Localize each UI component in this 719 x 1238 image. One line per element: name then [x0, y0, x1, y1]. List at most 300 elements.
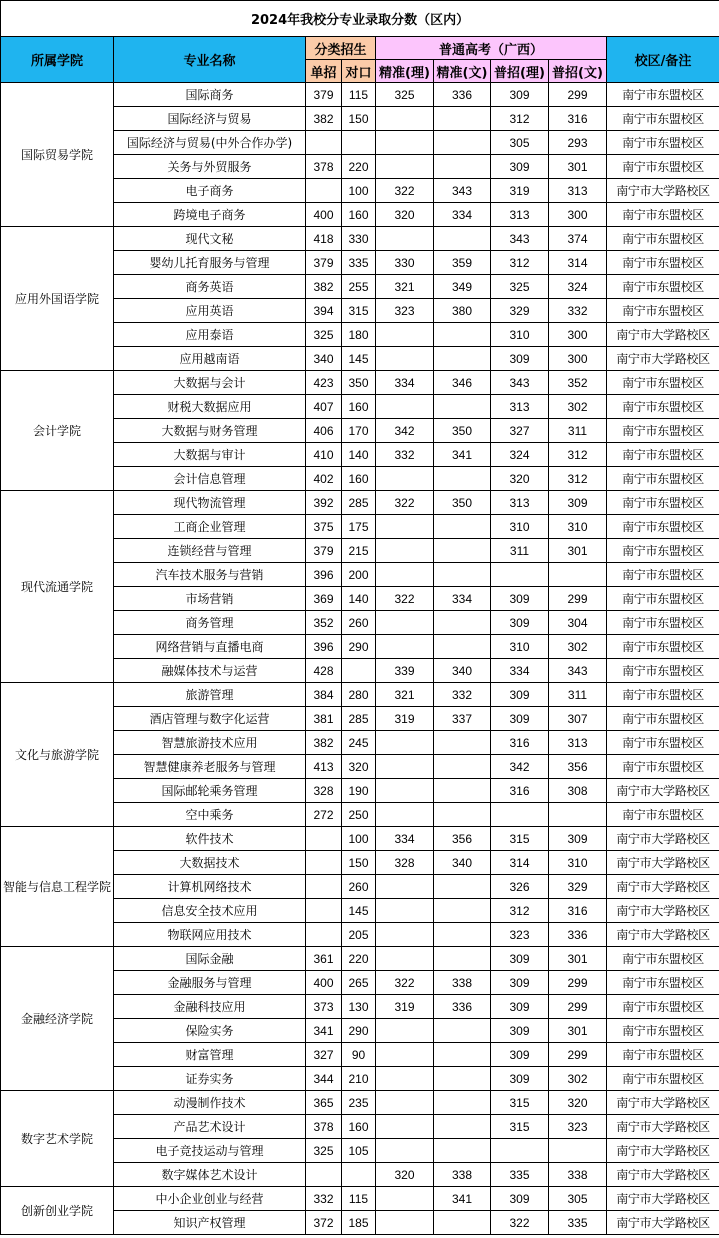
score-puzhao-wen	[549, 803, 607, 827]
score-jingzhun-li: 320	[376, 203, 434, 227]
score-puzhao-wen: 311	[549, 683, 607, 707]
score-puzhao-wen: 302	[549, 1067, 607, 1091]
campus-cell: 南宁市东盟校区	[607, 1019, 719, 1043]
score-puzhao-li: 315	[491, 1115, 549, 1139]
score-danzhao	[306, 827, 342, 851]
major-cell: 国际经济与贸易	[114, 107, 306, 131]
score-danzhao: 341	[306, 1019, 342, 1043]
score-puzhao-li: 324	[491, 443, 549, 467]
score-jingzhun-wen: 337	[434, 707, 491, 731]
table-row	[1, 1187, 719, 1211]
score-puzhao-wen: 312	[549, 467, 607, 491]
score-jingzhun-li	[376, 395, 434, 419]
campus-cell: 南宁市东盟校区	[607, 419, 719, 443]
score-jingzhun-li	[376, 731, 434, 755]
score-jingzhun-wen	[434, 1211, 491, 1235]
major-cell: 物联网应用技术	[114, 923, 306, 947]
score-puzhao-li: 320	[491, 467, 549, 491]
score-puzhao-li: 313	[491, 203, 549, 227]
score-danzhao: 379	[306, 539, 342, 563]
campus-cell: 南宁市东盟校区	[607, 83, 719, 107]
score-jingzhun-wen	[434, 779, 491, 803]
score-puzhao-li: 312	[491, 899, 549, 923]
score-danzhao: 428	[306, 659, 342, 683]
score-puzhao-wen: 304	[549, 611, 607, 635]
major-cell: 关务与外贸服务	[114, 155, 306, 179]
major-cell: 金融科技应用	[114, 995, 306, 1019]
major-cell: 数字媒体艺术设计	[114, 1163, 306, 1187]
campus-cell: 南宁市东盟校区	[607, 395, 719, 419]
college-cell: 现代流通学院	[1, 491, 114, 683]
score-danzhao: 382	[306, 107, 342, 131]
score-danzhao: 396	[306, 563, 342, 587]
score-jingzhun-wen	[434, 635, 491, 659]
score-jingzhun-li	[376, 347, 434, 371]
campus-cell: 南宁市东盟校区	[607, 131, 719, 155]
score-jingzhun-wen	[434, 611, 491, 635]
campus-cell: 南宁市东盟校区	[607, 251, 719, 275]
header-danzhao: 单招	[306, 60, 342, 83]
campus-cell: 南宁市大学路校区	[607, 899, 719, 923]
score-danzhao: 400	[306, 971, 342, 995]
table-row	[1, 827, 719, 851]
major-cell: 应用越南语	[114, 347, 306, 371]
major-cell: 旅游管理	[114, 683, 306, 707]
score-jingzhun-wen: 356	[434, 827, 491, 851]
score-puzhao-wen	[549, 563, 607, 587]
score-danzhao: 379	[306, 251, 342, 275]
major-cell: 连锁经营与管理	[114, 539, 306, 563]
score-danzhao: 410	[306, 443, 342, 467]
campus-cell: 南宁市大学路校区	[607, 179, 719, 203]
campus-cell: 南宁市大学路校区	[607, 1091, 719, 1115]
major-cell: 大数据与财务管理	[114, 419, 306, 443]
score-duikou: 105	[342, 1139, 376, 1163]
score-jingzhun-li	[376, 323, 434, 347]
score-danzhao: 325	[306, 1139, 342, 1163]
score-jingzhun-wen: 334	[434, 587, 491, 611]
major-cell: 现代物流管理	[114, 491, 306, 515]
score-puzhao-li: 312	[491, 107, 549, 131]
score-puzhao-li: 315	[491, 827, 549, 851]
score-jingzhun-wen	[434, 1115, 491, 1139]
score-puzhao-wen: 308	[549, 779, 607, 803]
score-jingzhun-li: 320	[376, 1163, 434, 1187]
campus-cell: 南宁市东盟校区	[607, 491, 719, 515]
header-group-classified: 分类招生	[306, 37, 376, 60]
score-danzhao: 392	[306, 491, 342, 515]
score-puzhao-li: 323	[491, 923, 549, 947]
score-jingzhun-li	[376, 1043, 434, 1067]
score-danzhao: 369	[306, 587, 342, 611]
score-duikou: 140	[342, 443, 376, 467]
major-cell: 智慧健康养老服务与管理	[114, 755, 306, 779]
header-jingzhun-wen: 精准(文)	[434, 60, 491, 83]
score-jingzhun-wen	[434, 1043, 491, 1067]
score-danzhao	[306, 899, 342, 923]
score-jingzhun-wen: 332	[434, 683, 491, 707]
campus-cell: 南宁市东盟校区	[607, 611, 719, 635]
score-puzhao-wen: 300	[549, 203, 607, 227]
header-campus: 校区/备注	[607, 37, 719, 83]
score-jingzhun-li	[376, 1019, 434, 1043]
score-jingzhun-wen	[434, 755, 491, 779]
table-row	[1, 227, 719, 251]
score-jingzhun-li	[376, 875, 434, 899]
score-duikou: 330	[342, 227, 376, 251]
score-duikou: 180	[342, 323, 376, 347]
campus-cell: 南宁市东盟校区	[607, 299, 719, 323]
college-cell: 数字艺术学院	[1, 1091, 114, 1187]
score-puzhao-wen: 305	[549, 1187, 607, 1211]
score-puzhao-li: 309	[491, 683, 549, 707]
score-puzhao-wen: 310	[549, 851, 607, 875]
score-puzhao-li: 343	[491, 371, 549, 395]
score-jingzhun-wen: 380	[434, 299, 491, 323]
campus-cell: 南宁市东盟校区	[607, 1067, 719, 1091]
score-puzhao-wen: 299	[549, 587, 607, 611]
score-duikou: 190	[342, 779, 376, 803]
score-puzhao-wen: 299	[549, 1043, 607, 1067]
score-jingzhun-li	[376, 923, 434, 947]
score-danzhao: 382	[306, 275, 342, 299]
campus-cell: 南宁市东盟校区	[607, 803, 719, 827]
score-jingzhun-wen	[434, 539, 491, 563]
score-jingzhun-wen	[434, 1091, 491, 1115]
score-duikou: 145	[342, 899, 376, 923]
score-duikou: 160	[342, 467, 376, 491]
score-puzhao-wen: 293	[549, 131, 607, 155]
score-puzhao-wen: 352	[549, 371, 607, 395]
score-jingzhun-wen	[434, 227, 491, 251]
score-jingzhun-wen: 346	[434, 371, 491, 395]
campus-cell: 南宁市大学路校区	[607, 779, 719, 803]
score-danzhao	[306, 851, 342, 875]
score-puzhao-li: 310	[491, 515, 549, 539]
score-danzhao	[306, 1163, 342, 1187]
score-jingzhun-li	[376, 515, 434, 539]
score-danzhao: 378	[306, 1115, 342, 1139]
campus-cell: 南宁市东盟校区	[607, 947, 719, 971]
score-jingzhun-wen: 349	[434, 275, 491, 299]
score-puzhao-wen: 299	[549, 971, 607, 995]
score-puzhao-li: 309	[491, 587, 549, 611]
score-jingzhun-wen	[434, 155, 491, 179]
score-puzhao-li: 309	[491, 995, 549, 1019]
score-jingzhun-li	[376, 1115, 434, 1139]
score-puzhao-wen: 300	[549, 347, 607, 371]
score-danzhao: 402	[306, 467, 342, 491]
score-danzhao: 394	[306, 299, 342, 323]
score-jingzhun-wen	[434, 1139, 491, 1163]
major-cell: 网络营销与直播电商	[114, 635, 306, 659]
score-danzhao: 378	[306, 155, 342, 179]
score-danzhao: 328	[306, 779, 342, 803]
score-duikou: 175	[342, 515, 376, 539]
table-row	[1, 83, 719, 107]
score-puzhao-li: 310	[491, 323, 549, 347]
score-jingzhun-wen	[434, 323, 491, 347]
campus-cell: 南宁市东盟校区	[607, 659, 719, 683]
score-jingzhun-li: 334	[376, 827, 434, 851]
score-jingzhun-wen	[434, 515, 491, 539]
score-puzhao-wen: 356	[549, 755, 607, 779]
score-jingzhun-wen	[434, 395, 491, 419]
major-cell: 跨境电子商务	[114, 203, 306, 227]
score-puzhao-wen: 332	[549, 299, 607, 323]
score-duikou: 150	[342, 107, 376, 131]
score-jingzhun-li: 319	[376, 995, 434, 1019]
score-jingzhun-li	[376, 635, 434, 659]
score-puzhao-wen: 307	[549, 707, 607, 731]
score-puzhao-li: 309	[491, 155, 549, 179]
major-cell: 软件技术	[114, 827, 306, 851]
score-duikou: 170	[342, 419, 376, 443]
score-puzhao-wen: 310	[549, 515, 607, 539]
score-duikou: 150	[342, 851, 376, 875]
score-danzhao: 375	[306, 515, 342, 539]
campus-cell: 南宁市大学路校区	[607, 1187, 719, 1211]
score-danzhao: 340	[306, 347, 342, 371]
score-puzhao-li: 319	[491, 179, 549, 203]
table-row	[1, 1091, 719, 1115]
score-puzhao-wen: 313	[549, 179, 607, 203]
score-puzhao-wen: 338	[549, 1163, 607, 1187]
score-puzhao-li	[491, 563, 549, 587]
campus-cell: 南宁市东盟校区	[607, 1043, 719, 1067]
score-duikou: 315	[342, 299, 376, 323]
major-cell: 现代文秘	[114, 227, 306, 251]
score-puzhao-li: 329	[491, 299, 549, 323]
score-puzhao-wen: 301	[549, 539, 607, 563]
score-puzhao-wen: 314	[549, 251, 607, 275]
score-danzhao: 332	[306, 1187, 342, 1211]
score-puzhao-li: 309	[491, 83, 549, 107]
score-duikou: 130	[342, 995, 376, 1019]
table-row	[1, 371, 719, 395]
college-cell: 应用外国语学院	[1, 227, 114, 371]
score-jingzhun-wen: 340	[434, 851, 491, 875]
score-puzhao-li: 309	[491, 1187, 549, 1211]
score-jingzhun-wen: 350	[434, 491, 491, 515]
campus-cell: 南宁市大学路校区	[607, 827, 719, 851]
score-danzhao: 382	[306, 731, 342, 755]
score-puzhao-li: 325	[491, 275, 549, 299]
score-duikou: 285	[342, 491, 376, 515]
score-puzhao-li: 334	[491, 659, 549, 683]
score-puzhao-li: 313	[491, 395, 549, 419]
score-duikou: 290	[342, 1019, 376, 1043]
score-jingzhun-wen: 338	[434, 971, 491, 995]
college-cell: 金融经济学院	[1, 947, 114, 1091]
score-puzhao-li: 322	[491, 1211, 549, 1235]
campus-cell: 南宁市东盟校区	[607, 443, 719, 467]
score-jingzhun-wen	[434, 875, 491, 899]
score-danzhao	[306, 875, 342, 899]
score-danzhao: 365	[306, 1091, 342, 1115]
score-puzhao-wen: 343	[549, 659, 607, 683]
major-cell: 国际邮轮乘务管理	[114, 779, 306, 803]
score-jingzhun-li: 321	[376, 275, 434, 299]
score-duikou: 115	[342, 83, 376, 107]
major-cell: 电子商务	[114, 179, 306, 203]
table-row	[1, 947, 719, 971]
score-danzhao: 407	[306, 395, 342, 419]
header-puzhao-wen: 普招(文)	[549, 60, 607, 83]
score-jingzhun-li	[376, 227, 434, 251]
major-cell: 国际商务	[114, 83, 306, 107]
score-jingzhun-li	[376, 755, 434, 779]
major-cell: 财税大数据应用	[114, 395, 306, 419]
score-danzhao: 396	[306, 635, 342, 659]
campus-cell: 南宁市东盟校区	[607, 275, 719, 299]
score-danzhao: 325	[306, 323, 342, 347]
score-puzhao-wen: 329	[549, 875, 607, 899]
score-puzhao-wen: 299	[549, 83, 607, 107]
campus-cell: 南宁市大学路校区	[607, 1163, 719, 1187]
score-duikou: 335	[342, 251, 376, 275]
campus-cell: 南宁市东盟校区	[607, 371, 719, 395]
score-puzhao-wen: 309	[549, 491, 607, 515]
score-jingzhun-li: 322	[376, 971, 434, 995]
score-duikou: 100	[342, 827, 376, 851]
score-danzhao	[306, 179, 342, 203]
score-puzhao-li: 309	[491, 947, 549, 971]
score-jingzhun-wen: 341	[434, 1187, 491, 1211]
campus-cell: 南宁市大学路校区	[607, 1139, 719, 1163]
header-college: 所属学院	[1, 37, 114, 83]
header-jingzhun-li: 精准(理)	[376, 60, 434, 83]
score-puzhao-li: 335	[491, 1163, 549, 1187]
score-duikou: 285	[342, 707, 376, 731]
major-cell: 大数据与审计	[114, 443, 306, 467]
score-puzhao-li: 309	[491, 1019, 549, 1043]
score-jingzhun-wen: 334	[434, 203, 491, 227]
score-jingzhun-li	[376, 1091, 434, 1115]
score-duikou: 245	[342, 731, 376, 755]
score-jingzhun-wen	[434, 347, 491, 371]
score-duikou: 235	[342, 1091, 376, 1115]
score-jingzhun-li	[376, 467, 434, 491]
score-duikou: 185	[342, 1211, 376, 1235]
score-duikou: 145	[342, 347, 376, 371]
score-duikou: 265	[342, 971, 376, 995]
score-puzhao-wen: 302	[549, 395, 607, 419]
major-cell: 国际金融	[114, 947, 306, 971]
score-puzhao-li: 343	[491, 227, 549, 251]
score-danzhao	[306, 131, 342, 155]
score-jingzhun-wen	[434, 563, 491, 587]
score-danzhao: 384	[306, 683, 342, 707]
score-puzhao-li: 326	[491, 875, 549, 899]
score-jingzhun-wen: 336	[434, 83, 491, 107]
score-puzhao-wen: 312	[549, 443, 607, 467]
score-duikou: 280	[342, 683, 376, 707]
score-puzhao-li: 309	[491, 971, 549, 995]
score-jingzhun-li	[376, 539, 434, 563]
campus-cell: 南宁市东盟校区	[607, 995, 719, 1019]
campus-cell: 南宁市东盟校区	[607, 515, 719, 539]
score-jingzhun-li	[376, 947, 434, 971]
score-puzhao-li: 314	[491, 851, 549, 875]
score-jingzhun-li	[376, 563, 434, 587]
campus-cell: 南宁市东盟校区	[607, 107, 719, 131]
score-duikou: 350	[342, 371, 376, 395]
score-jingzhun-li: 323	[376, 299, 434, 323]
major-cell: 财富管理	[114, 1043, 306, 1067]
score-jingzhun-li	[376, 1187, 434, 1211]
score-puzhao-li: 312	[491, 251, 549, 275]
major-cell: 信息安全技术应用	[114, 899, 306, 923]
score-puzhao-wen: 336	[549, 923, 607, 947]
score-danzhao: 381	[306, 707, 342, 731]
score-jingzhun-li: 328	[376, 851, 434, 875]
score-puzhao-li: 313	[491, 491, 549, 515]
header-puzhao-li: 普招(理)	[491, 60, 549, 83]
score-jingzhun-li: 322	[376, 491, 434, 515]
score-duikou: 215	[342, 539, 376, 563]
score-danzhao: 413	[306, 755, 342, 779]
score-puzhao-wen	[549, 1139, 607, 1163]
campus-cell: 南宁市东盟校区	[607, 971, 719, 995]
score-puzhao-li: 305	[491, 131, 549, 155]
score-jingzhun-li	[376, 1139, 434, 1163]
score-puzhao-li: 327	[491, 419, 549, 443]
major-cell: 保险实务	[114, 1019, 306, 1043]
score-jingzhun-wen	[434, 923, 491, 947]
header-group-gaokao: 普通高考（广西）	[376, 37, 607, 60]
score-jingzhun-wen	[434, 947, 491, 971]
major-cell: 电子竞技运动与管理	[114, 1139, 306, 1163]
score-duikou	[342, 1163, 376, 1187]
score-jingzhun-li	[376, 779, 434, 803]
campus-cell: 南宁市大学路校区	[607, 347, 719, 371]
score-duikou: 115	[342, 1187, 376, 1211]
major-cell: 智慧旅游技术应用	[114, 731, 306, 755]
score-puzhao-li	[491, 803, 549, 827]
table-body	[1, 83, 719, 1235]
score-jingzhun-wen	[434, 467, 491, 491]
score-duikou: 160	[342, 395, 376, 419]
score-puzhao-wen: 316	[549, 899, 607, 923]
score-puzhao-wen: 320	[549, 1091, 607, 1115]
score-jingzhun-li	[376, 803, 434, 827]
score-puzhao-li	[491, 1139, 549, 1163]
score-duikou: 90	[342, 1043, 376, 1067]
score-duikou: 220	[342, 947, 376, 971]
college-cell: 会计学院	[1, 371, 114, 491]
score-jingzhun-wen	[434, 131, 491, 155]
major-cell: 国际经济与贸易(中外合作办学)	[114, 131, 306, 155]
major-cell: 酒店管理与数字化运营	[114, 707, 306, 731]
campus-cell: 南宁市东盟校区	[607, 227, 719, 251]
score-jingzhun-wen: 343	[434, 179, 491, 203]
major-cell: 商务英语	[114, 275, 306, 299]
score-duikou: 260	[342, 611, 376, 635]
score-danzhao: 361	[306, 947, 342, 971]
campus-cell: 南宁市大学路校区	[607, 323, 719, 347]
score-jingzhun-li	[376, 131, 434, 155]
score-jingzhun-li	[376, 155, 434, 179]
score-danzhao: 373	[306, 995, 342, 1019]
score-duikou: 250	[342, 803, 376, 827]
score-puzhao-wen: 311	[549, 419, 607, 443]
score-duikou: 160	[342, 1115, 376, 1139]
score-duikou: 100	[342, 179, 376, 203]
campus-cell: 南宁市大学路校区	[607, 851, 719, 875]
major-cell: 融媒体技术与运营	[114, 659, 306, 683]
campus-cell: 南宁市大学路校区	[607, 1211, 719, 1235]
